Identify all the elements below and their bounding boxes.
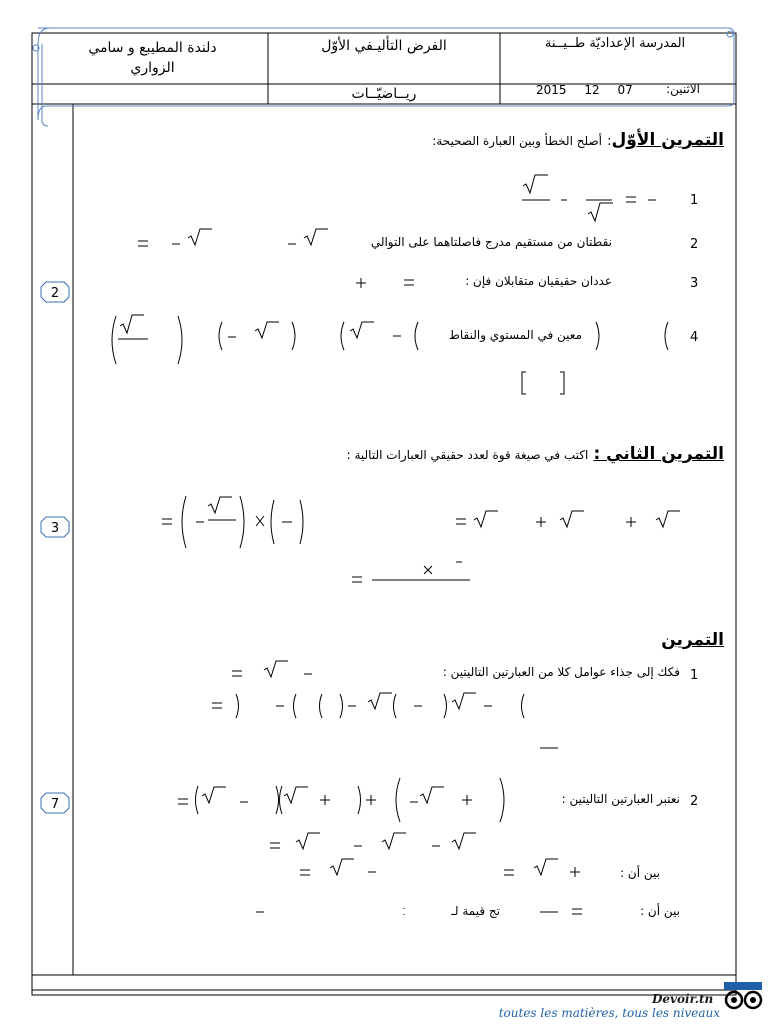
- date-values: 2015 12 07: [536, 83, 633, 97]
- ex1-item-3-text: عددان حقيقيان متقابلان فإن :: [465, 274, 612, 288]
- score-ex2: 3: [50, 521, 60, 536]
- ex3-show-that-2: بين أن :: [640, 904, 680, 918]
- footer-tagline: toutes les matières, tous les niveaux: [498, 1006, 720, 1020]
- ex3-deduce: تج قيمة لـ: [451, 904, 500, 918]
- ex1-item-4-text: معين في المستوي والنقاط: [448, 328, 582, 342]
- teachers-line-2: الزواري: [130, 60, 175, 76]
- exercise2-instruction: اكتب في صيغة قوة لعدد حقيقي العبارات التالية :: [346, 448, 589, 462]
- ex1-item-4-num: 4: [690, 330, 699, 345]
- exercise1-instruction: أصلح الخطأ وبين العبارة الصحيحة:: [432, 134, 602, 148]
- date-label: الاثنين:: [666, 82, 700, 96]
- ex1-item-2-text: نقطتان من مستقيم مدرج فاصلتاهما على التوالي: [370, 235, 612, 249]
- exercise1-colon: :: [607, 134, 612, 149]
- ex1-item-1-num: 1: [690, 193, 699, 208]
- footer-brand[interactable]: Devoir.tn: [652, 992, 714, 1006]
- teachers-line-1: دلندة المطيبع و سامي: [88, 40, 217, 56]
- score-ex3: 7: [50, 797, 60, 812]
- ex1-item-3-num: 3: [690, 276, 699, 291]
- ex3-show-that-1: بين أن :: [620, 866, 660, 880]
- school-name: المدرسة الإعداديّة طــيــنة: [544, 36, 686, 51]
- ex3-item-2-num: 2: [690, 794, 699, 809]
- ex3-item-1-num: 1: [690, 668, 699, 683]
- exercise3-title: التمرين: [661, 630, 724, 650]
- exercise1-title: التمرين الأوّل: [611, 130, 724, 150]
- score-ex1: 2: [50, 286, 60, 301]
- exam-title: الفرض التأليـفي الأوّل: [321, 38, 447, 54]
- exercise2-title: التمرين الثاني :: [593, 444, 724, 464]
- ex1-item-2-num: 2: [690, 237, 699, 252]
- ex3-item-1-text: فكك إلى جذاء عوامل كلا من العبارتين التاليتين :: [442, 665, 680, 679]
- owl-logo-icon: [722, 980, 766, 1012]
- subject: ريــاضيّــات: [351, 86, 417, 102]
- ex3-item-2-text: نعتبر العبارتين التاليتين :: [561, 792, 680, 806]
